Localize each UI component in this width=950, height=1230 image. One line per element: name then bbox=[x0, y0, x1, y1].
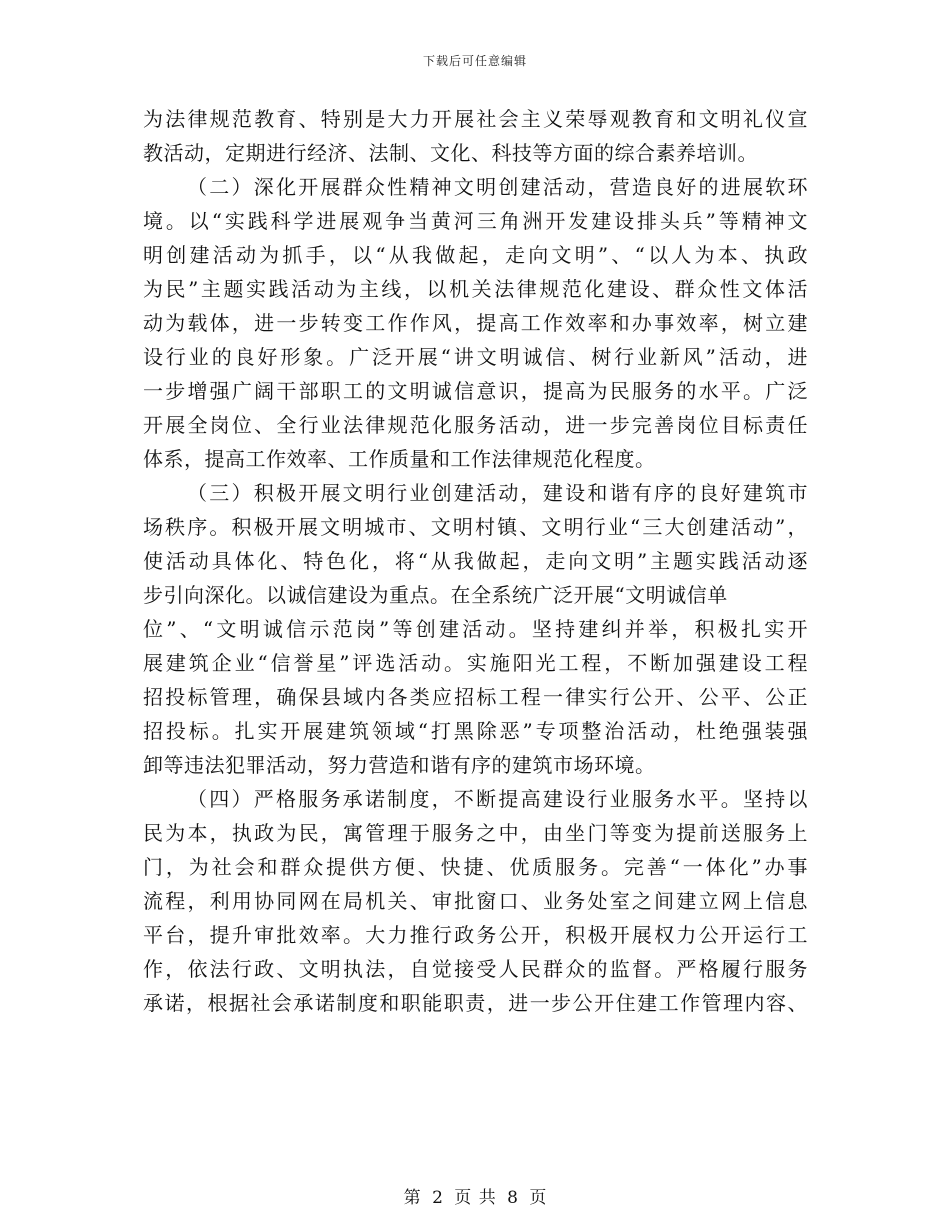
footer-suffix: 页 bbox=[529, 1188, 547, 1208]
text-line: 设行业的良好形象。广泛开展“讲文明诚信、树行业新风”活动，进 bbox=[143, 345, 808, 369]
text-line: 动为载体，进一步转变工作作风，提高工作效率和办事效率，树立建 bbox=[143, 311, 808, 335]
text-line: 使活动具体化、特色化，将“从我做起，走向文明”主题实践活动逐 bbox=[143, 549, 808, 573]
text-line: 平台，提升审批效率。大力推行政务公开，积极开展权力公开运行工 bbox=[143, 923, 808, 947]
footer-middle: 页 共 bbox=[454, 1188, 496, 1208]
text-line: 承诺，根据社会承诺制度和职能职责，进一步公开住建工作管理内容、 bbox=[143, 991, 808, 1015]
text-line: 位”、“文明诚信示范岗”等创建活动。坚持建纠并举，积极扎实开 bbox=[143, 617, 808, 641]
page-footer bbox=[0, 1183, 950, 1208]
text-line: 一步增强广阔干部职工的文明诚信意识，提高为民服务的水平。广泛 bbox=[143, 379, 808, 403]
text-line: 门，为社会和群众提供方便、快捷、优质服务。完善“一体化”办事 bbox=[143, 855, 808, 879]
footer-prefix: 第 bbox=[403, 1188, 421, 1208]
text-line: 展建筑企业“信誉星”评选活动。实施阳光工程，不断加强建设工程 bbox=[143, 651, 808, 675]
text-line: 流程，利用协同网在局机关、审批窗口、业务处室之间建立网上信息 bbox=[143, 889, 808, 913]
text-line: 开展全岗位、全行业法律规范化服务活动，进一步完善岗位目标责任 bbox=[143, 413, 808, 437]
text-line: 招投标管理，确保县域内各类应招标工程一律实行公开、公平、公正 bbox=[143, 685, 808, 709]
text-line: 教活动，定期进行经济、法制、文化、科技等方面的综合素养培训。 bbox=[143, 141, 758, 165]
page-header: 下载后可任意编辑 bbox=[422, 54, 527, 68]
text-line: （二）深化开展群众性精神文明创建活动，营造良好的进展软环 bbox=[187, 175, 808, 199]
text-line: 明创建活动为抓手，以“从我做起，走向文明”、“以人为本、执政 bbox=[143, 243, 808, 267]
document-body bbox=[143, 102, 808, 1020]
text-line: 作，依法行政、文明执法，自觉接受人民群众的监督。严格履行服务 bbox=[143, 957, 808, 981]
text-line: 场秩序。积极开展文明城市、文明村镇、文明行业“三大创建活动”， bbox=[143, 515, 808, 539]
text-line: 卸等违法犯罪活动，努力营造和谐有序的建筑市场环境。 bbox=[143, 753, 656, 777]
footer-total-pages: 8 bbox=[507, 1188, 518, 1208]
text-line: 体系，提高工作效率、工作质量和工作法律规范化程度。 bbox=[143, 447, 656, 471]
text-line: 步引向深化。以诚信建设为重点。在全系统广泛开展“文明诚信单 bbox=[143, 583, 728, 607]
text-line: （三）积极开展文明行业创建活动，建设和谐有序的良好建筑市 bbox=[187, 481, 808, 505]
text-line: （四）严格服务承诺制度，不断提高建设行业服务水平。坚持以 bbox=[187, 787, 808, 811]
text-line: 民为本，执政为民，寓管理于服务之中，由坐门等变为提前送服务上 bbox=[143, 821, 808, 845]
footer-page-number: 2 bbox=[432, 1188, 443, 1208]
text-line: 招投标。扎实开展建筑领域“打黑除恶”专项整治活动，杜绝强装强 bbox=[143, 719, 808, 743]
text-line: 境。以“实践科学进展观争当黄河三角洲开发建设排头兵”等精神文 bbox=[143, 209, 808, 233]
text-line: 为法律规范教育、特别是大力开展社会主义荣辱观教育和文明礼仪宣 bbox=[143, 107, 808, 131]
text-line: 为民”主题实践活动为主线，以机关法律规范化建设、群众性文体活 bbox=[143, 277, 808, 301]
